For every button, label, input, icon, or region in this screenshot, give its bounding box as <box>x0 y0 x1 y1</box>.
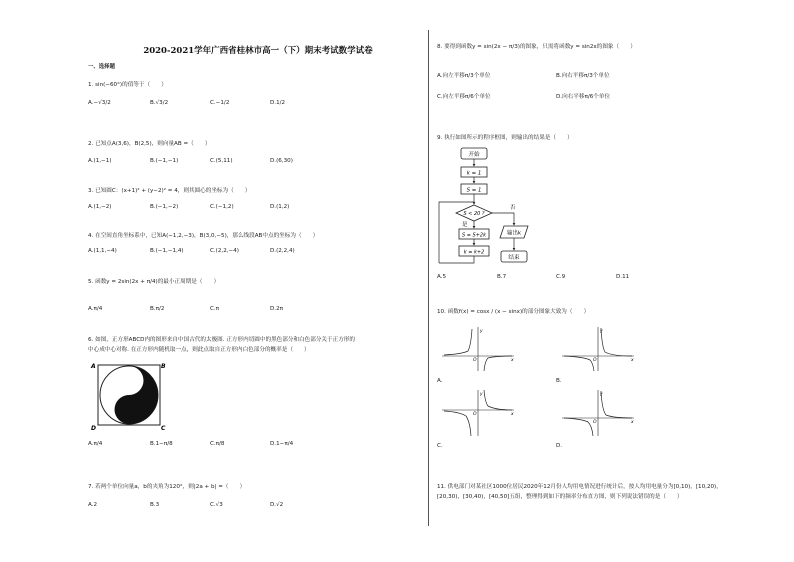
graph-b <box>558 325 638 373</box>
question-6-line-1: 6. 如图，正方形ABCD内的图形来自中国古代的太极图. 正方形内切圆中的黑色部分和白色部分关于正方形的 <box>88 337 355 343</box>
flow-init-k-text: k = 1 <box>466 170 482 177</box>
q4-option-d[interactable]: D.(2,2,4) <box>270 248 295 254</box>
question-3-stem: 3. 已知圆C：(x+1)² + (y−2)² = 4，则其圆心的坐标为（ ） <box>88 188 251 194</box>
q2-option-c[interactable]: C.(5,11) <box>210 158 233 164</box>
graph-d-y-label: y <box>600 392 603 397</box>
graph-b-y-label: y <box>600 329 603 334</box>
question-10-stem: 10. 函数f(x) = cosx / (x − sinx)的部分图象大致为（ ） <box>437 309 590 315</box>
label-b: B <box>161 363 166 370</box>
graph-c-y-label: y <box>480 392 483 397</box>
graph-c-x-label: x <box>511 412 514 417</box>
graph-b-origin: O <box>593 358 597 363</box>
question-11-line-2: [20,30)，[30,40)，[40,50]五组，整理得到如下的频率分布直方图，则下列说法错误的是（ ） <box>437 494 683 500</box>
q4-option-c[interactable]: C.(2,2,−4) <box>210 248 239 254</box>
question-2-stem: 2. 已知点A(3,6)，B(2,5)，则向量AB =（ ） <box>88 141 211 147</box>
flow-start-text: 开始 <box>468 152 480 158</box>
question-11-line-1: 11. 供电部门对某社区1000位居民2020年12月份人均用电情况进行统计后，按人均用电量分为[0,10)，[10,20)， <box>437 484 722 490</box>
graph-c-origin: O <box>473 412 477 417</box>
graph-b-x-label: x <box>631 358 634 363</box>
flow-output-text: 输出k <box>507 230 521 237</box>
taiji-white-dot <box>125 377 133 385</box>
q9-option-a[interactable]: A.5 <box>437 274 447 280</box>
q1-option-a[interactable]: A.−√3/2 <box>88 100 111 106</box>
q7-option-d[interactable]: D.√2 <box>270 502 284 508</box>
label-c: C <box>161 425 166 431</box>
q10-option-b[interactable]: B. <box>556 378 562 384</box>
q3-option-a[interactable]: A.(1,−2) <box>88 204 112 210</box>
q7-option-c[interactable]: C.√3 <box>210 502 223 508</box>
flow-end-text: 结束 <box>508 255 520 261</box>
q6-option-a[interactable]: A.π/4 <box>88 441 103 447</box>
q3-option-c[interactable]: C.(−1,2) <box>210 204 234 210</box>
page-title: 2020-2021学年广西省桂林市高一（下）期末考试数学试卷 <box>143 46 373 56</box>
graph-d-origin: O <box>593 420 597 425</box>
q10-option-c[interactable]: C. <box>437 443 443 449</box>
section-heading: 一、选择题 <box>88 64 115 70</box>
flow-yes-label: 是 <box>462 222 468 228</box>
graph-a <box>438 325 518 373</box>
flow-update-k-text: k = k+2 <box>463 249 485 256</box>
question-1-stem: 1. sin(−60°)的值等于（ ） <box>88 82 167 88</box>
q5-option-c[interactable]: C.π <box>210 306 220 312</box>
graph-a-y-label: y <box>480 329 483 334</box>
q1-option-c[interactable]: C.−1/2 <box>210 100 230 106</box>
graph-c <box>438 388 518 438</box>
q8-option-d[interactable]: D.向右平移π/6个单位 <box>556 94 611 100</box>
q4-option-b[interactable]: B.(−1,−1,4) <box>150 248 184 254</box>
graph-d <box>558 388 638 438</box>
q3-option-d[interactable]: D.(1,2) <box>270 204 290 210</box>
q8-option-a[interactable]: A.向左平移π/3个单位 <box>437 73 491 79</box>
q7-option-b[interactable]: B.3 <box>150 502 160 508</box>
q6-option-c[interactable]: C.π/8 <box>210 441 225 447</box>
q5-option-a[interactable]: A.π/4 <box>88 306 103 312</box>
column-divider <box>428 30 429 526</box>
label-a: A <box>91 363 96 370</box>
q7-option-a[interactable]: A.2 <box>88 502 98 508</box>
taiji-black-dot <box>125 406 133 414</box>
q1-option-d[interactable]: D.1/2 <box>270 100 286 106</box>
q9-option-b[interactable]: B.7 <box>497 274 507 280</box>
q8-option-b[interactable]: B.向右平移π/3个单位 <box>556 73 610 79</box>
q6-option-b[interactable]: B.1−π/8 <box>150 441 173 447</box>
flow-update-s-text: S = S+2k <box>462 232 486 239</box>
flow-init-s-text: S = 1 <box>466 187 482 194</box>
q5-option-b[interactable]: B.π/2 <box>150 306 165 312</box>
q8-option-c[interactable]: C.向左平移π/6个单位 <box>437 94 491 100</box>
q10-option-a[interactable]: A. <box>437 378 443 384</box>
q2-option-b[interactable]: B.(−1,−1) <box>150 158 179 164</box>
q6-option-d[interactable]: D.1−π/4 <box>270 441 294 447</box>
q5-option-d[interactable]: D.2π <box>270 306 284 312</box>
flow-no-label: 否 <box>510 205 516 211</box>
question-5-stem: 5. 函数y = 2sin(2x + π/4)的最小正周期是（ ） <box>88 279 220 285</box>
q9-option-d[interactable]: D.11 <box>616 274 630 280</box>
question-9-stem: 9. 执行如图所示的程序框图，则输出的结果是（ ） <box>437 135 573 141</box>
q1-option-b[interactable]: B.√3/2 <box>150 100 169 106</box>
flowchart <box>434 146 554 268</box>
question-8-stem: 8. 要得到函数y = sin(2x − π/3)的图象，只需将函数y = sin2x的图象（ ） <box>437 44 636 50</box>
graph-d-x-label: x <box>631 420 634 425</box>
graph-a-origin: O <box>473 358 477 363</box>
q4-option-a[interactable]: A.(1,1,−4) <box>88 248 117 254</box>
q10-option-d[interactable]: D. <box>556 443 563 449</box>
taiji-figure <box>90 361 170 431</box>
q2-option-d[interactable]: D.(6,30) <box>270 158 293 164</box>
q9-option-c[interactable]: C.9 <box>556 274 566 280</box>
label-d: D <box>91 425 96 431</box>
flow-decision-text: S < 20 ? <box>463 211 485 217</box>
q2-option-a[interactable]: A.(1,−1) <box>88 158 112 164</box>
graph-a-x-label: x <box>511 358 514 363</box>
q3-option-b[interactable]: B.(−1,−2) <box>150 204 179 210</box>
question-4-stem: 4. 在空间直角坐标系中，已知A(−1,2,−3)，B(3,0,−5)，那么线段AB中点的坐标为（ ） <box>88 233 319 239</box>
question-6-line-2: 中心成中心对称. 在正方形内随机取一点，则此点取自正方形内白色部分的概率是（ ） <box>88 347 310 353</box>
question-7-stem: 7. 若两个单位向量a，b的夹角为120°，则|2a + b| =（ ） <box>88 484 246 490</box>
